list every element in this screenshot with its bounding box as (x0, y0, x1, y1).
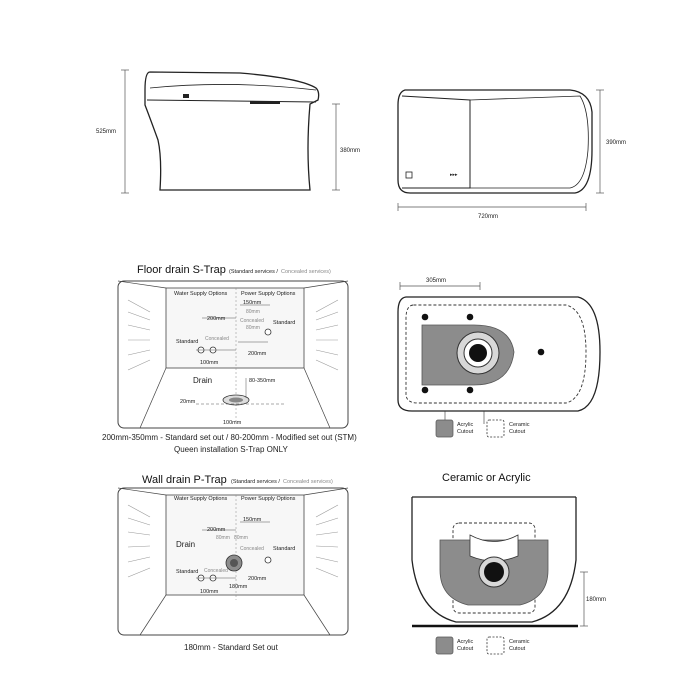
floor-drain-subtitle-standard: (Standard services / (229, 269, 278, 275)
standard-left-2: Standard (176, 569, 199, 575)
dim-150-2: 150mm (243, 517, 262, 523)
wall-drain-subtitle-concealed: Concealed services) (283, 479, 333, 485)
drain-label: Drain (193, 376, 213, 385)
floor-drain-caption-2: Queen installation S-Trap ONLY (174, 445, 288, 454)
side-view (96, 70, 360, 193)
height-label: 525mm (96, 129, 117, 135)
legend-ceramic-1-b: Ceramic (509, 639, 530, 645)
standard-right: Standard (273, 320, 296, 326)
legend-acrylic-1: Acrylic (457, 422, 474, 428)
dim-200-bottom: 200mm (248, 351, 267, 357)
dim-180-side: 180mm (586, 597, 607, 603)
power-supply-label-2: Power Supply Options (241, 496, 296, 502)
water-supply-label-2: Water Supply Options (174, 496, 228, 502)
toilet-top-outline (398, 90, 592, 193)
dim-150: 150mm (243, 300, 262, 306)
dim-200-top: 200mm (207, 316, 226, 322)
dim-180: 180mm (229, 584, 248, 590)
water-supply-label: Water Supply Options (174, 291, 228, 297)
legend-ceramic-2-b: Cutout (509, 646, 526, 652)
power-outlet (265, 329, 271, 335)
concealed-mid: Concealed (240, 546, 264, 552)
dim-200-top-2: 200mm (207, 527, 226, 533)
legend-acrylic-1-b: Acrylic (457, 639, 474, 645)
floor-drain-section (102, 264, 357, 454)
acrylic-legend-swatch (436, 420, 453, 437)
power-outlet-2 (265, 557, 271, 563)
wall-drain-section (118, 474, 348, 652)
standard-right-2: Standard (273, 546, 296, 552)
ceramic-acrylic-view (412, 472, 606, 654)
dim-20: 20mm (180, 399, 196, 405)
ceramic-acrylic-title: Ceramic or Acrylic (442, 472, 531, 484)
dim-200-bottom-2: 200mm (248, 576, 267, 582)
top-view (398, 90, 626, 220)
drain-label-2: Drain (176, 540, 196, 549)
dim-80a-2: 80mm (216, 535, 230, 541)
dim-80b-2: 80mm (234, 535, 248, 541)
standard-left: Standard (176, 339, 199, 345)
waste-outlet (469, 344, 487, 362)
floor-plan-view (398, 278, 600, 437)
back-wall (166, 288, 304, 368)
dim-305: 305mm (426, 278, 447, 284)
power-supply-label: Power Supply Options (241, 291, 296, 297)
dim-80b: 80mm (246, 325, 260, 331)
legend-acrylic-2: Cutout (457, 429, 474, 435)
dim-100-2: 100mm (200, 589, 219, 595)
svg-text:▸▸▸: ▸▸▸ (450, 172, 458, 178)
legend-ceramic-1: Ceramic (509, 422, 530, 428)
floor-drain-title: Floor drain S-Trap (137, 264, 226, 276)
width-label: 720mm (478, 214, 499, 220)
legend-acrylic-2-b: Cutout (457, 646, 474, 652)
acrylic-legend-swatch-2 (436, 637, 453, 654)
floor-drain-caption-1: 200mm-350mm - Standard set out / 80-200mm - Modified set out (STM) (102, 433, 357, 442)
wall-drain-caption: 180mm - Standard Set out (184, 643, 278, 652)
concealed-left: Concealed (205, 336, 229, 342)
toilet-side-outline (145, 72, 319, 190)
wall-drain-title: Wall drain P-Trap (142, 474, 227, 486)
dim-100: 100mm (200, 360, 219, 366)
concealed-right: Concealed (240, 318, 264, 324)
ceramic-legend-swatch-2 (487, 637, 504, 654)
ceramic-legend-swatch (487, 420, 504, 437)
legend-ceramic-2: Cutout (509, 429, 526, 435)
seat-height-label: 380mm (340, 148, 361, 154)
floor-drain-subtitle-concealed: Concealed services) (281, 269, 331, 275)
waste-outlet-2 (484, 562, 504, 582)
dim-100-bottom: 100mm (223, 420, 242, 426)
depth-label: 390mm (606, 140, 627, 146)
dim-80-350: 80-350mm (249, 378, 276, 384)
dim-80: 80mm (246, 309, 260, 315)
wall-drain-subtitle-standard: (Standard services / (231, 479, 280, 485)
concealed-left-2: Concealed (204, 568, 228, 574)
